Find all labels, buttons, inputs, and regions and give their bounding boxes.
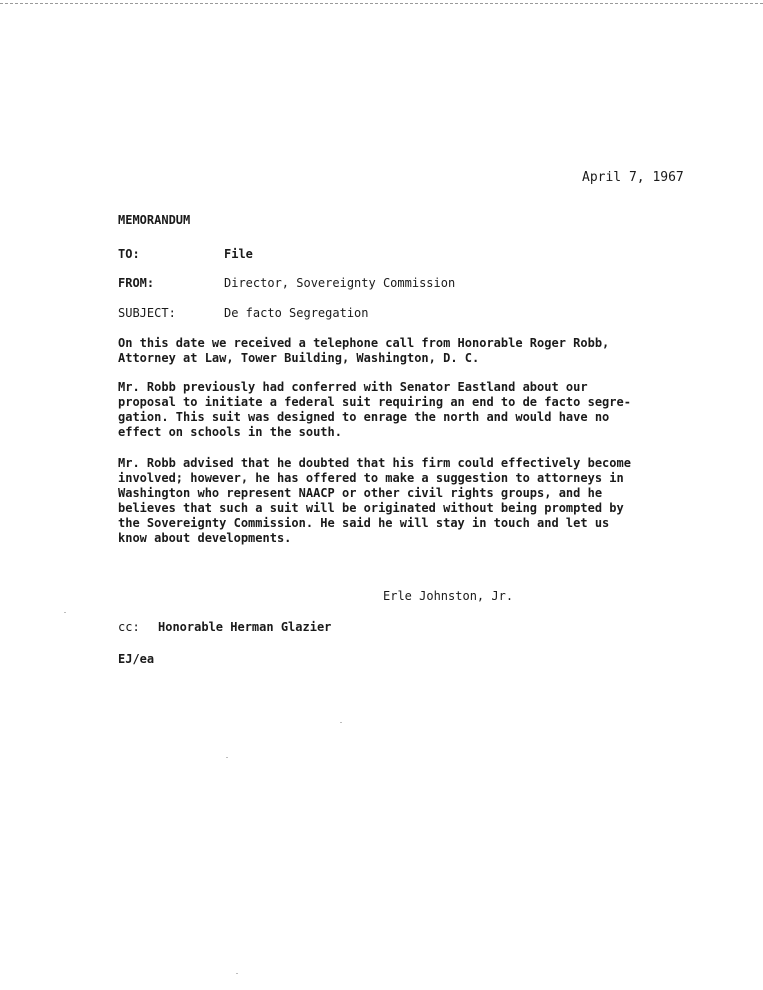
paragraph-2: Mr. Robb previously had conferred with Senator Eastland about our proposal to initiate a federal suit requiring an end to de facto segre- gation. This suit was designed to enrage the north and would have no effect on schools in the south. bbox=[118, 380, 631, 439]
header-from bbox=[118, 276, 455, 290]
page-edge-divider bbox=[0, 3, 763, 4]
typist-initials: EJ/ea bbox=[118, 652, 155, 666]
scan-speck bbox=[340, 722, 342, 723]
paragraph-3: Mr. Robb advised that he doubted that his firm could effectively become involved; however, he has offered to make a suggestion to attorneys in Washington who represent NAACP or other civil rights groups, and he believes that such a suit will be originated without being prompted by the Sovereignty Commission. He said he will stay in touch and let us know about developments. bbox=[118, 456, 631, 545]
header-subject bbox=[118, 306, 369, 320]
memo-date: April 7, 1967 bbox=[582, 170, 684, 185]
scan-speck bbox=[226, 757, 228, 758]
scan-speck bbox=[236, 973, 238, 974]
header-subject-value: De facto Segregation bbox=[224, 306, 369, 320]
header-from-value: Director, Sovereignty Commission bbox=[224, 276, 456, 290]
header-from-label: FROM: bbox=[118, 276, 155, 290]
signature: Erle Johnston, Jr. bbox=[383, 589, 514, 603]
carbon-copy bbox=[118, 620, 331, 634]
scan-speck bbox=[64, 612, 66, 613]
cc-label: cc: bbox=[118, 620, 140, 634]
header-subject-label: SUBJECT: bbox=[118, 306, 176, 320]
cc-recipient: Honorable Herman Glazier bbox=[158, 620, 332, 634]
header-to-value: File bbox=[224, 247, 253, 261]
header-to bbox=[118, 247, 253, 261]
paragraph-1: On this date we received a telephone call from Honorable Roger Robb, Attorney at Law, Tower Building, Washington, D. C. bbox=[118, 336, 610, 365]
memo-title: MEMORANDUM bbox=[118, 213, 191, 227]
header-to-label: TO: bbox=[118, 247, 140, 261]
